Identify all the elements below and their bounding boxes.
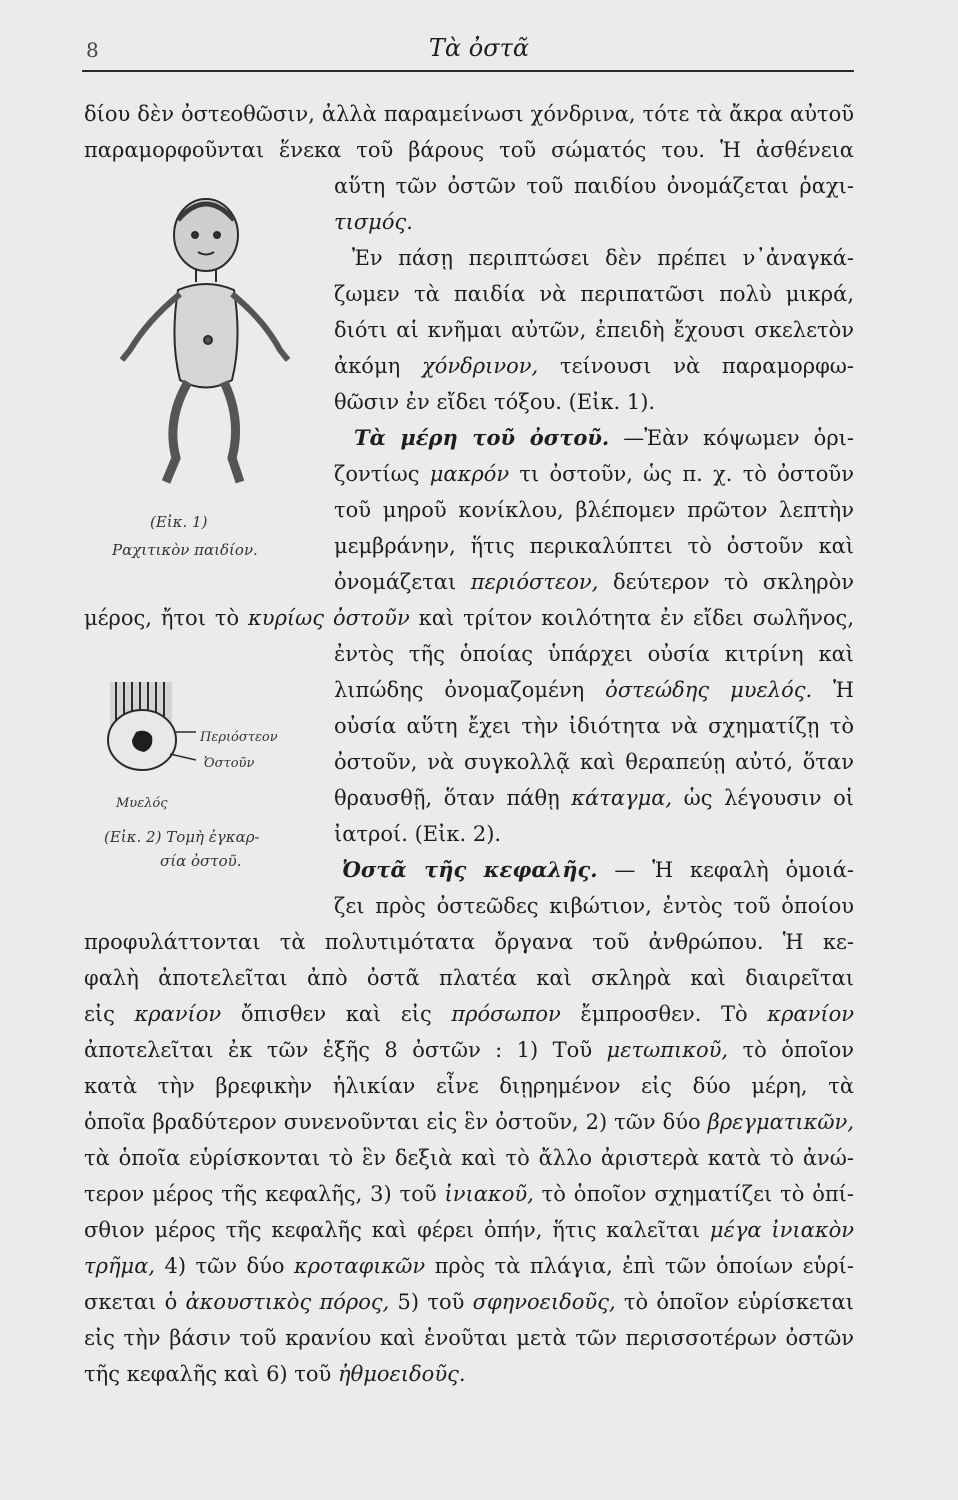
body-line-5: Ἐν πάσῃ περιπτώσει δὲν πρέπει ν᾿ἀναγκά- [352, 246, 854, 270]
body-line-12: τοῦ μηροῦ κονίκλου, βλέπομεν πρῶτον λεπτὴν [334, 498, 854, 522]
body-line-20: θραυσθῇ, ὅταν πάθῃ κάταγμα, ὡς λέγουσιν οἱ [334, 786, 854, 810]
bone-cross-section-illustration [90, 678, 200, 778]
body-line-28: κατὰ τὴν βρεφικὴν ἡλικίαν εἶνε διῃρημένον εἰς δύο μέρη, τὰ [84, 1074, 854, 1098]
body-line-18: οὐσία αὕτη ἔχει τὴν ἰδιότητα νὰ σχηματίζῃ τὸ [334, 714, 854, 738]
body-line-19: ὀστοῦν, νὰ συγκολλᾷ καὶ θεραπεύῃ αὐτό, ὅταν [334, 750, 854, 774]
body-line-31: τερον μέρος τῆς κεφαλῆς, 3) τοῦ ἰνιακοῦ, τὸ ὁποῖον σχηματίζει τὸ ὀπί- [84, 1182, 854, 1206]
body-line-36: τῆς κεφαλῆς καὶ 6) τοῦ ἠθμοειδοῦς. [84, 1362, 466, 1386]
body-line-34: σκεται ὁ ἀκουστικὸς πόρος, 5) τοῦ σφηνοειδοῦς, τὸ ὁποῖον εὑρίσκεται [84, 1290, 854, 1314]
body-line-16: ἐντὸς τῆς ὁποίας ὑπάρχει οὐσία κιτρίνη καὶ [334, 642, 854, 666]
body-line-17: λιπώδης ὀνομαζομένη ὀστεώδης μυελός. Ἡ [334, 678, 854, 702]
body-line-35: εἰς τὴν βάσιν τοῦ κρανίου καὶ ἑνοῦται μετὰ τῶν περισσοτέρων ὀστῶν [84, 1326, 854, 1350]
body-line-8: ἀκόμη χόνδρινον, τείνουσι νὰ παραμορφω- [334, 354, 854, 378]
body-line-7: διότι αἱ κνῆμαι αὐτῶν, ἐπειδὴ ἔχουσι σκελετὸν [334, 318, 854, 342]
rachitic-child-illustration [108, 190, 308, 500]
body-line-3: αὕτη τῶν ὀστῶν τοῦ παιδίου ὀνομάζεται ῥαχι- [334, 174, 854, 198]
section-heading-head-bones: Ὀστᾶ τῆς κεφαλῆς. [342, 857, 598, 882]
running-head: Τὰ ὀστᾶ [428, 34, 530, 62]
body-line-27: ἀποτελεῖται ἐκ τῶν ἑξῆς 8 ὀστῶν : 1) Τοῦ μετωπικοῦ, τὸ ὁποῖον [84, 1038, 854, 1062]
page-number: 8 [86, 38, 99, 62]
body-line-21: ἰατροί. (Εἰκ. 2). [334, 822, 502, 846]
body-line-26: εἰς κρανίον ὄπισθεν καὶ εἰς πρόσωπον ἔμπροσθεν. Τὸ κρανίον [84, 1002, 854, 1026]
body-line-15: μέρος, ἤτοι τὸ κυρίως ὀστοῦν καὶ τρίτον κοιλότητα ἐν εἴδει σωλῆνος, [84, 606, 854, 630]
section-heading-bone-parts: Τὰ μέρη τοῦ ὀστοῦ. [354, 425, 610, 450]
figure-2-caption-line-1: (Εἰκ. 2) Τομὴ ἐγκαρ- [104, 828, 260, 846]
header-rule [82, 70, 854, 72]
figure-1-caption-text: Ραχιτικὸν παιδίον. [112, 541, 258, 559]
body-line-24: προφυλάττονται τὰ πολυτιμότατα ὄργανα τοῦ ἀνθρώπου. Ἡ κε- [84, 930, 854, 954]
body-line-29: ὁποῖα βραδύτερον συνενοῦνται εἰς ἓν ὀστοῦν, 2) τῶν δύο βρεγματικῶν, [84, 1110, 854, 1134]
body-line-22: Ὀστᾶ τῆς κεφαλῆς. — Ἡ κεφαλὴ ὁμοιά- [342, 857, 854, 882]
body-line-10: Τὰ μέρη τοῦ ὀστοῦ. —Ἐὰν κόψωμεν ὁρι- [354, 425, 854, 450]
body-line-30: τὰ ὁποῖα εὑρίσκονται τὸ ἓν δεξιὰ καὶ τὸ ἄλλο ἀριστερὰ κατὰ τὸ ἀνώ- [84, 1146, 854, 1170]
body-line-1: δίου δὲν ὀστεοθῶσιν, ἀλλὰ παραμείνωσι χόνδρινα, τότε τὰ ἄκρα αὐτοῦ [84, 102, 854, 126]
body-line-13: μεμβράνην, ἥτις περικαλύπτει τὸ ὀστοῦν καὶ [334, 534, 854, 558]
body-line-33: τρῆμα, 4) τῶν δύο κροταφικῶν πρὸς τὰ πλάγια, ἐπὶ τῶν ὁποίων εὑρί- [84, 1254, 854, 1278]
body-line-25: φαλὴ ἀποτελεῖται ἀπὸ ὀστᾶ πλατέα καὶ σκληρὰ καὶ διαιρεῖται [84, 966, 854, 990]
figure-2-label-periosteum: Περιόστεον [200, 730, 278, 745]
body-line-14: ὀνομάζεται περιόστεον, δεύτερον τὸ σκληρὸν [334, 570, 854, 594]
figure-2-label-marrow: Μυελός [116, 796, 168, 811]
figure-2-caption-line-2: σία ὀστοῦ. [160, 852, 242, 870]
figure-2-label-bone: Ὀστοῦν [204, 756, 255, 771]
body-line-4: τισμός. [334, 210, 413, 234]
body-line-9: θῶσιν ἐν εἴδει τόξου. (Εἰκ. 1). [334, 390, 656, 414]
body-line-23: ζει πρὸς ὀστεῶδες κιβώτιον, ἐντὸς τοῦ ὁποίου [334, 894, 854, 918]
body-line-11: ζοντίως μακρόν τι ὀστοῦν, ὡς π. χ. τὸ ὀστοῦν [334, 462, 854, 486]
body-line-32: σθιον μέρος τῆς κεφαλῆς καὶ φέρει ὀπήν, ἥτις καλεῖται μέγα ἰνιακὸν [84, 1218, 854, 1242]
body-line-2: παραμορφοῦνται ἕνεκα τοῦ βάρους τοῦ σώματός του. Ἡ ἀσθένεια [84, 138, 854, 162]
figure-1-caption-number: (Εἰκ. 1) [150, 513, 208, 531]
body-line-6: ζωμεν τὰ παιδία νὰ περιπατῶσι πολὺ μικρά, [334, 282, 854, 306]
